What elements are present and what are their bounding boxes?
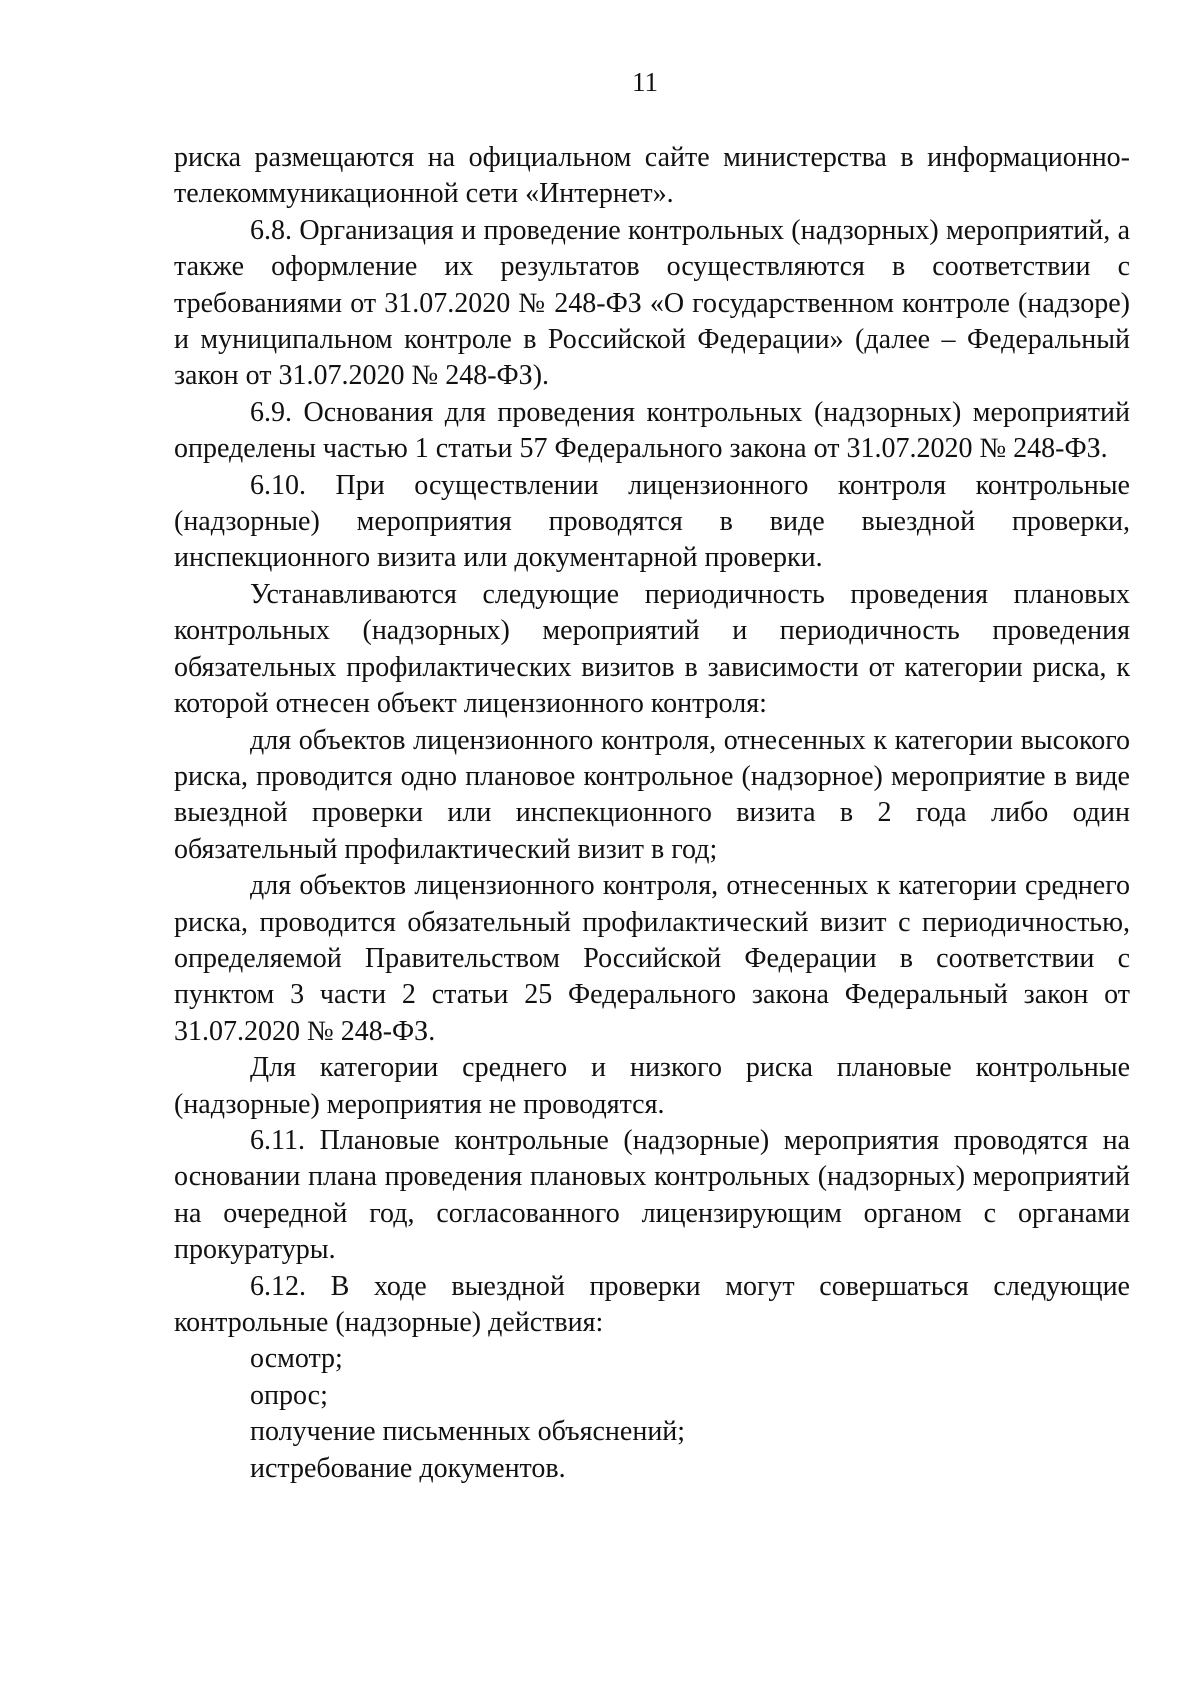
- list-item: истребование документов.: [250, 1452, 566, 1484]
- page-number: 11: [632, 67, 658, 97]
- paragraph-6-9: 6.9. Основания для проведения контрольных (надзорных) мероприятий определены частью 1 статьи 57 Федерального закона от 31.07.2020 № 248-ФЗ.: [174, 396, 1130, 465]
- paragraph-risk-publication: риска размещаются на официальном сайте министерства в информационно-телекоммуникационной сети «Интернет».: [174, 142, 1130, 210]
- document-body: [174, 140, 1130, 1487]
- paragraph-high-risk: для объектов лицензионного контроля, отнесенных к категории высокого риска, проводится одно плановое контрольное (надзорное) мероприятие в виде выездной проверки или инспекционного визита в 2 года либо один обязательный профилактический визит в год;: [174, 724, 1130, 865]
- paragraph-6-12: 6.12. В ходе выездной проверки могут совершаться следующие контрольные (надзорные) действия:: [174, 1270, 1130, 1338]
- paragraph-periodicity: Устанавливаются следующие периодичность проведения плановых контрольных (надзорных) мероприятий и периодичность проведения обязательных профилактических визитов в зависимости от категории риска, к которой отнесен объект лицензионного контроля:: [174, 578, 1130, 720]
- paragraph-medium-risk: для объектов лицензионного контроля, отнесенных к категории среднего риска, проводится обязательный профилактический визит с периодичностью, определяемой Правительством Российской Федерации в соответствии с пунктом 3 части 2 статьи 25 Федерального закона Федеральный закон от 31.07.2020 № 248-ФЗ.: [174, 870, 1130, 1047]
- paragraph-6-10: 6.10. При осуществлении лицензионного контроля контрольные (надзорные) мероприятия проводятся в виде выездной проверки, инспекционного визита или документарной проверки.: [174, 469, 1130, 574]
- list-item: осмотр;: [250, 1343, 343, 1375]
- paragraph-6-11: 6.11. Плановые контрольные (надзорные) мероприятия проводятся на основании плана проведения плановых контрольных (надзорных) мероприятий на очередной год, согласованного лицензирующим органом с органами прокуратуры.: [174, 1124, 1130, 1266]
- list-item: получение письменных объяснений;: [250, 1416, 686, 1448]
- list-item: опрос;: [250, 1379, 328, 1411]
- paragraph-6-8: 6.8. Организация и проведение контрольных (надзорных) мероприятий, а также оформление их результатов осуществляются в соответствии с требованиями от 31.07.2020 № 248-ФЗ «О государственном контроле (надзоре) и муниципальном контроле в Российской Федерации» (далее – Федеральный закон от 31.07.2020 № 248-ФЗ).: [174, 214, 1130, 392]
- control-actions-list: [174, 1341, 1130, 1487]
- paragraph-medium-low-risk: Для категории среднего и низкого риска плановые контрольные (надзорные) мероприятия не проводятся.: [174, 1052, 1130, 1120]
